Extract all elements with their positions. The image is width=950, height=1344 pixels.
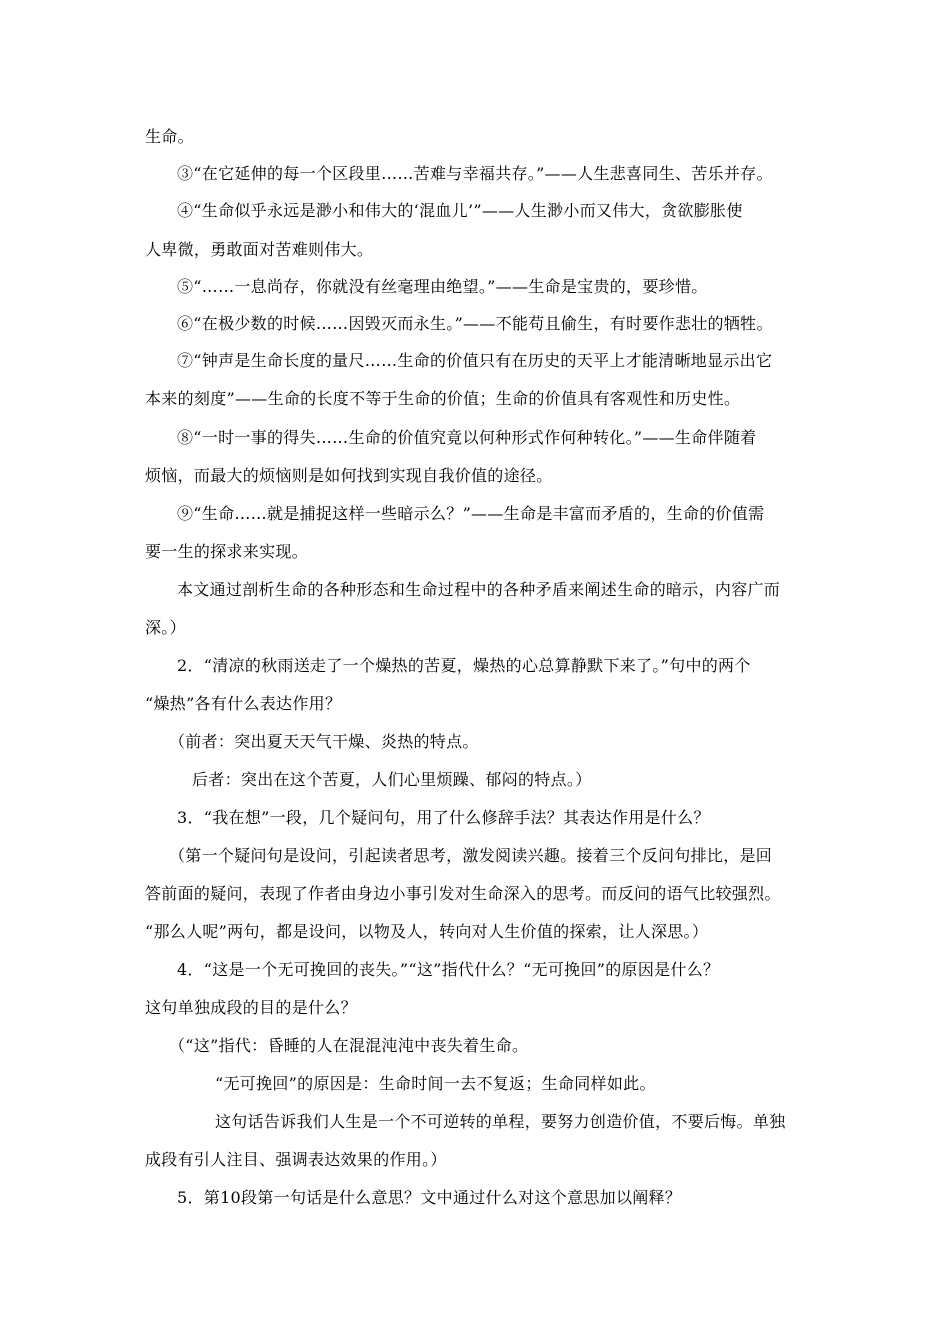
text-line: 4．“这是一个无可挽回的丧失。”“这”指代什么？“无可挽回”的原因是什么？ (177, 960, 720, 979)
text-line: “那么人呢”两句，都是设问，以物及人，转向对人生价值的探索，让人深思。） (145, 922, 709, 941)
text-line: ④“生命似乎永远是渺小和伟大的‘混血儿’”——人生渺小而又伟大，贪欲膨胀使 (177, 201, 743, 220)
text-line: ⑤“……一息尚存，你就没有丝毫理由绝望。”——生命是宝贵的，要珍惜。 (177, 277, 708, 296)
text-line: （前者：突出夏天天气干燥、炎热的特点。 (169, 732, 479, 751)
text-line: 2．“清凉的秋雨送走了一个燥热的苦夏，燥热的心总算静默下来了。”句中的两个 (177, 656, 751, 675)
text-line: 人卑微，勇敢面对苦难则伟大。 (145, 240, 374, 259)
text-line: 要一生的探求来实现。 (145, 542, 309, 561)
text-line: 烦恼，而最大的烦恼则是如何找到实现自我价值的途径。 (145, 466, 553, 485)
text-line: （第一个疑问句是设问，引起读者思考，激发阅读兴趣。接着三个反问句排比，是回 (169, 846, 773, 865)
text-line: ⑧“一时一事的得失……生命的价值究竟以何种形式作何种转化。”——生命伴随着 (177, 428, 757, 447)
text-line: “燥热”各有什么表达作用？ (145, 694, 342, 713)
text-line: 后者：突出在这个苦夏，人们心里烦躁、郁闷的特点。） (192, 770, 592, 789)
text-line: 成段有引人注目、强调表达效果的作用。） (145, 1150, 447, 1169)
text-line: 3．“我在想”一段，几个疑问句，用了什么修辞手法？其表达作用是什么？ (177, 808, 710, 827)
text-line: 答前面的疑问，表现了作者由身边小事引发对生命深入的思考。而反问的语气比较强烈。 (145, 884, 781, 903)
text-line: 5．第10段第一句话是什么意思？文中通过什么对这个意思加以阐释？ (177, 1188, 682, 1207)
text-line: 这句话告诉我们人生是一个不可逆转的单程，要努力创造价值，不要后悔。单独 (215, 1112, 786, 1131)
text-line: ⑨“生命……就是捕捉这样一些暗示么？”——生命是丰富而矛盾的，生命的价值需 (177, 504, 765, 523)
text-line: ⑥“在极少数的时候……因毁灭而永生。”——不能苟且偷生，有时要作悲壮的牺牲。 (177, 314, 773, 333)
text-line: （“这”指代：昏睡的人在混混沌沌中丧失着生命。 (169, 1036, 529, 1055)
text-line: ⑦“钟声是生命长度的量尺……生命的价值只有在历史的天平上才能清晰地显示出它 (177, 351, 773, 370)
text-line: “无可挽回”的原因是：生命时间一去不复返；生命同样如此。 (215, 1074, 656, 1093)
text-line: 本来的刻度”——生命的长度不等于生命的价值；生命的价值具有客观性和历史性。 (145, 389, 741, 408)
text-line: ③“在它延伸的每一个区段里……苦难与幸福共存。”——人生悲喜同生、苦乐并存。 (177, 164, 773, 183)
text-line: 这句单独成段的目的是什么？ (145, 998, 357, 1017)
text-line: 生命。 (145, 127, 194, 146)
text-line: 本文通过剖析生命的各种形态和生命过程中的各种矛盾来阐述生命的暗示，内容广而 (177, 580, 781, 599)
text-line: 深。） (145, 618, 186, 637)
